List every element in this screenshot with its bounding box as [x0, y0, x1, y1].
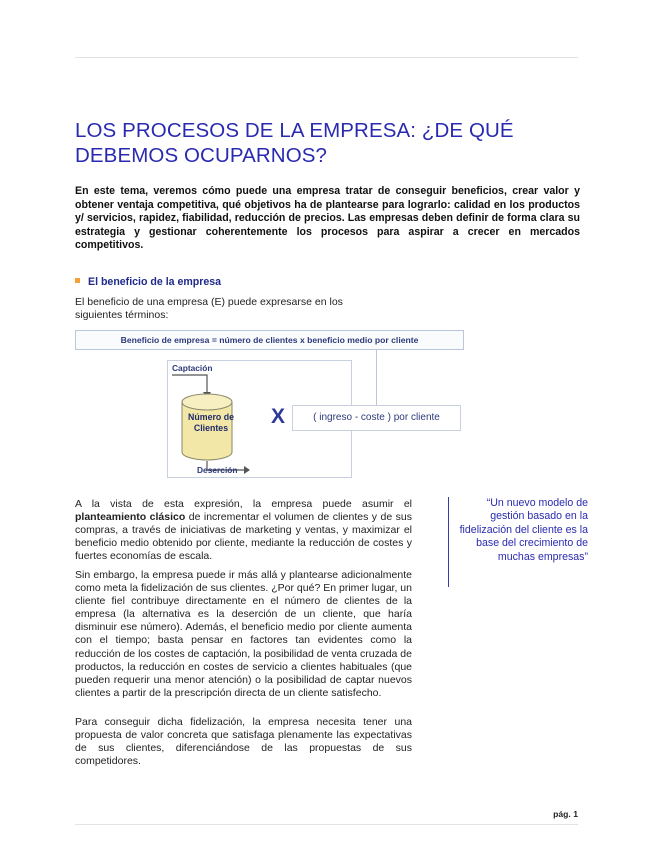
cylinder-label: [181, 412, 241, 434]
section-heading: [75, 276, 475, 289]
section-heading-text: El beneficio de la empresa: [88, 276, 222, 288]
paragraph-value-proposition: Para conseguir dicha fidelización, la empresa necesita tener una propuesta de valor concreta que satisfaga plenamente las expectativas de sus clientes, diferenciándose de las propuestas de sus competidores.: [75, 716, 412, 768]
bottom-rule: [75, 824, 578, 825]
pull-quote: “Un nuevo modelo de gestión basado en la fidelización del cliente es la base del crecimiento de muchas empresas”: [448, 497, 588, 587]
section-lead-paragraph: El beneficio de una empresa (E) puede expresarse en los siguientes términos:: [75, 296, 343, 321]
paragraph-fidelization: Sin embargo, la empresa puede ir más allá y plantearse adicionalmente como meta la fidelización de sus clientes. ¿Por qué? En primer lugar, un cliente fiel contribuye directamente en el número de clientes de la empresa (la alternativa es la deserción de un cliente, que haría disminuir ese número). Además, el beneficio medio por cliente aumenta con el tiempo; basta pensar en factores tan evidentes como la reducción de los costes de captación, la posibilidad de venta cruzada de productos, la reducción en costes de servicio a clientes habituales (que pueden requerir una menor atención) o la posibilidad de captar nuevos clientes a partir de la prescripción directa de un cliente satisfecho.: [75, 569, 412, 699]
page-title: LOS PROCESOS DE LA EMPRESA: ¿DE QUÉ DEBEMOS OCUPARNOS?: [75, 119, 514, 167]
captacion-label: Captación: [172, 363, 213, 373]
page-number: pág. 1: [553, 809, 578, 819]
desercion-label: Deserción: [197, 465, 238, 475]
p2-bold-text: planteamiento clásico: [75, 511, 186, 524]
formula-box: ( ingreso - coste ) por cliente: [292, 405, 461, 431]
cylinder-label-line1: Número de: [188, 412, 234, 422]
paragraph-classic-approach: [75, 498, 412, 563]
intro-paragraph: En este tema, veremos cómo puede una empresa tratar de conseguir beneficios, crear valor y obtener ventaja competitiva, qué objetivos ha de plantearse para lograrlo: calidad en los productos y/ servicios, rapidez, fiabilidad, reducción de precios. Las empresas deben definir de forma clara su estrategia y gestionar coherentemente los procesos para aspirar a crecer en mercados competitivos.: [75, 185, 580, 252]
connector-line: [376, 350, 377, 406]
multiply-sign: X: [271, 405, 286, 428]
square-bullet-icon: [75, 278, 80, 283]
cylinder-label-line2: Clientes: [193, 423, 229, 433]
profit-diagram: [75, 330, 465, 482]
top-rule: [75, 57, 578, 58]
p2-text-after: de incrementar el volumen de clientes y de sus compras, a través de iniciativas de marketing y ventas, y maximizar el beneficio medio obtenido por cliente, mediante la reducción de costes y fuertes economías de escala.: [75, 511, 412, 563]
p2-text-before: A la vista de esta expresión, la empresa puede asumir el: [75, 498, 412, 510]
diagram-header: Beneficio de empresa = número de clientes x beneficio medio por cliente: [75, 330, 464, 350]
